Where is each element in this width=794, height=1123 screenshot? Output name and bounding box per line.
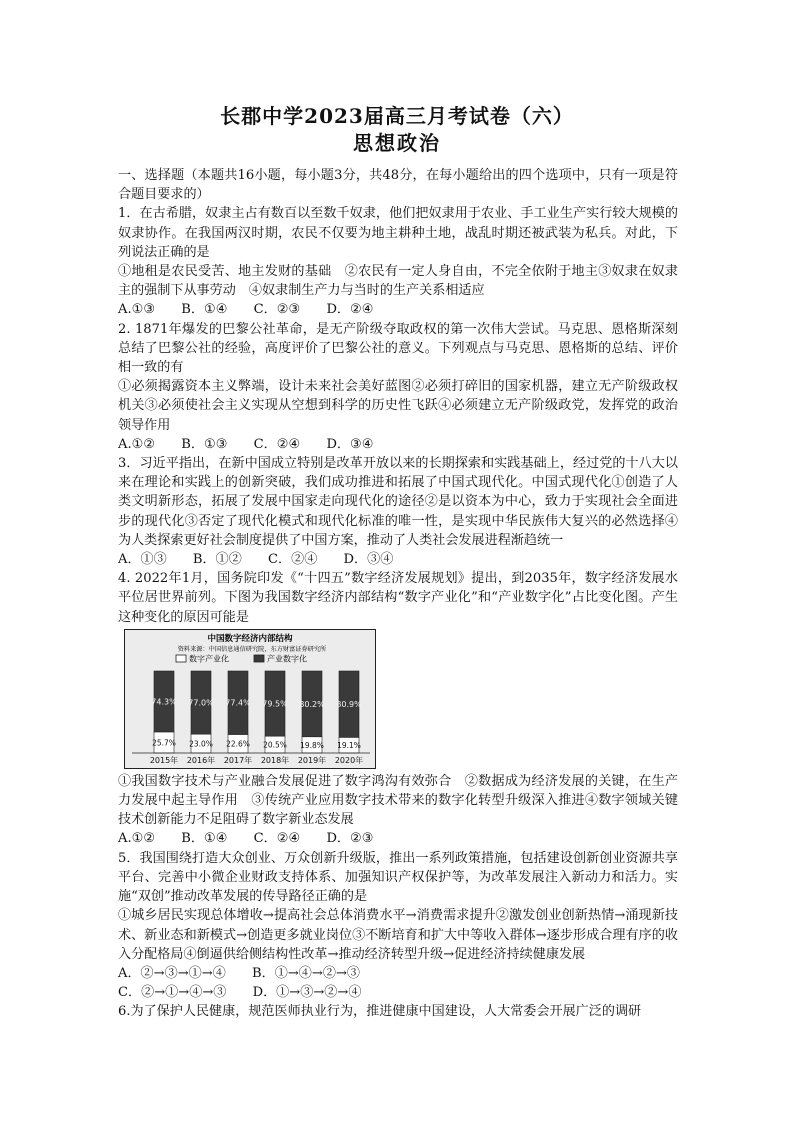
question-1-statements: ①地租是农民受苦、地主发财的基础 ②农民有一定人身自由，不完全依附于地主③奴隶在奴隶主的强制下从事劳动 ④奴隶制生产力与当时的生产关系相适应 [118, 264, 678, 299]
chart-svg [124, 629, 376, 769]
section-intro: 一、选择题（本题共16小题，每小题3分，共48分，在每小题给出的四个选项中，只有一项是符合题目要求的） [118, 168, 678, 203]
question-5-statements: ①城乡居民实现总体增收→提高社会总体消费水平→消费需求提升②激发创业创新热情→涌现新技术、新业态和新模式→创造更多就业岗位③不断培育和扩大中等收入群体→逐步形成合理有序的收入分配格局④倒逼供给侧结构性改革→推动经济转型升级→促进经济持续健康发展 [118, 908, 678, 962]
category-label-2: 2017年 [223, 755, 253, 765]
question-4-options: A.①② B．①④ C．②④ D．②③ [118, 831, 374, 847]
digital-economy-chart [124, 629, 678, 769]
question-4-statements: ①我国数字技术与产业融合发展促进了数字鸿沟有效弥合 ②数据成为经济发展的关键，在生产力发展中起主导作用 ③传统产业应用数字技术带来的数字化转型升级深入推进④数字领域关键技术创新能力不足阻碍了数字新业态发展 [118, 773, 678, 828]
category-label-1: 2016年 [186, 755, 216, 765]
question-2-options: A.①② B．①③ C．②④ D．③④ [118, 436, 374, 452]
legend-label-digital-industrialization: 数字产业化 [189, 654, 229, 664]
label-digital-industrialization-1: 23.0% [189, 739, 213, 749]
page-title: 长郡中学2023届高三月考试卷（六） [220, 104, 574, 128]
category-label-3: 2018年 [260, 755, 290, 765]
label-digital-industrialization-4: 19.8% [300, 740, 324, 750]
exam-body [118, 166, 678, 1022]
chart-source: 资料来源：中国信息通信研究院，东方财富证券研究所 [177, 645, 327, 653]
label-industrial-digitization-4: 80.2% [299, 699, 325, 709]
label-industrial-digitization-2: 77.4% [225, 698, 251, 708]
label-industrial-digitization-0: 74.3% [151, 697, 177, 707]
question-6-stem: 6.为了保护人民健康，规范医师执业行为，推进健康中国建设，人大常委会开展广泛的调研 [118, 1004, 642, 1020]
question-1-options: A.①③ B．①④ C．②③ D．②④ [118, 302, 374, 318]
label-digital-industrialization-5: 19.1% [337, 741, 361, 751]
legend-label-industrial-digitization: 产业数字化 [267, 654, 307, 664]
question-5-options-cd: C．②→①→④→③ D．①→③→②→④ [118, 985, 362, 1001]
label-digital-industrialization-2: 22.6% [226, 739, 250, 749]
question-2-stem: 2. 1871年爆发的巴黎公社革命，是无产阶级夺取政权的第一次伟大尝试。马克思、恩格斯深刻总结了巴黎公社的经验，高度评价了巴黎公社的意义。下列观点与马克思、恩格斯的总结、评价相一致的有 [118, 321, 678, 376]
legend-swatch-industrial-digitization [254, 655, 264, 662]
category-label-0: 2015年 [149, 755, 179, 765]
category-label-4: 2019年 [297, 755, 327, 765]
chart-title: 中国数字经济内部结构 [207, 633, 293, 644]
label-industrial-digitization-1: 77.0% [188, 698, 214, 708]
question-2-statements: ①必须揭露资本主义弊端，设计未来社会美好蓝图②必须打碎旧的国家机器，建立无产阶级政权机关③必须使社会主义实现从空想到科学的历史性飞跃④必须建立无产阶级政党，发挥党的政治领导作用 [118, 379, 678, 433]
question-5-options-ab: A．②→③→①→④ B．①→④→②→③ [118, 965, 361, 981]
label-industrial-digitization-3: 79.5% [262, 699, 288, 709]
category-label-5: 2020年 [334, 755, 364, 765]
label-digital-industrialization-0: 25.7% [152, 738, 176, 748]
question-1-stem: 1．在古希腊，奴隶主占有数百以至数千奴隶，他们把奴隶用于农业、手工业生产实行较大规模的奴隶协作。在我国两汉时期，农民不仅要为地主耕种土地，战乱时期还被武装为私兵。对此，下列说法正确的是 [118, 206, 678, 260]
label-digital-industrialization-3: 20.5% [263, 740, 287, 750]
question-5-stem: 5．我国围绕打造大众创业、万众创新升级版，推出一系列政策措施，包括建设创新创业资源共享平台、完善中小微企业财政支持体系、加强知识产权保护等，为改革发展注入新动力和活力。实施“双创”推动改革发展的传导路径正确的是 [118, 850, 678, 905]
legend-swatch-digital-industrialization [176, 655, 186, 662]
question-4-stem: 4. 2022年1月，国务院印发《“十四五”数字经济发展规划》提出，到2035年，数字经济发展水平位居世界前列。下图为我国数字经济内部结构“数字产业化”和“产业数字化”占比变化图。产生这种变化的原因可能是 [118, 571, 678, 625]
question-3-options: A．①③ B．①② C．②④ D．③④ [118, 552, 394, 568]
label-industrial-digitization-5: 80.9% [336, 700, 362, 710]
question-3-stem: 3．习近平指出，在新中国成立特别是改革开放以来的长期探索和实践基础上，经过党的十八大以来在理论和实践上的创新突破，我们成功推进和拓展了中国式现代化。中国式现代化①创造了人类文明新形态，拓展了发展中国家走向现代化的途径②是以资本为中心，致力于实现社会全面进步的现代化③否定了现代化模式和现代化标准的唯一性，是实现中华民族伟大复兴的必然选择④为人类探索更好社会制度提供了中国方案，推动了人类社会发展进程渐趋统一 [118, 456, 678, 548]
subject-title: 思想政治 [353, 131, 441, 155]
